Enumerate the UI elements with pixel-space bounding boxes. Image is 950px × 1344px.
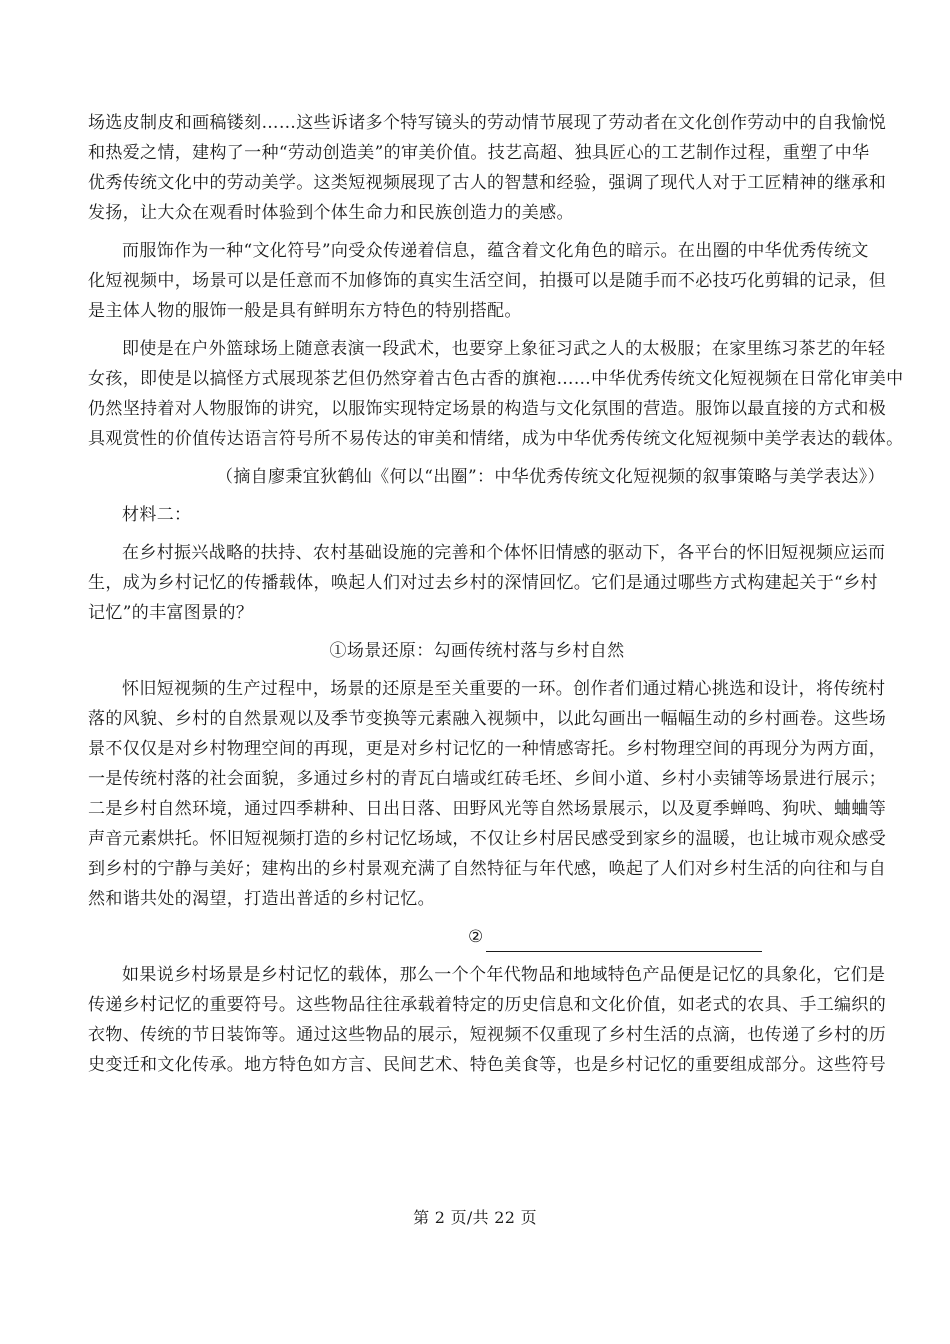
text-line: 发扬，让大众在观看时体验到个体生命力和民族创造力的美感。	[88, 203, 574, 223]
text-line: 然和谐共处的渴望，打造出普适的乡村记忆。	[88, 889, 435, 909]
paragraph-1	[88, 108, 887, 228]
text-line: 史变迁和文化传承。地方特色如方言、民间艺术、特色美食等，也是乡村记忆的重要组成部分。这些符号	[88, 1055, 887, 1075]
text-line: 生，成为乡村记忆的传播载体，唤起人们对过去乡村的深情回忆。它们是通过哪些方式构建起关于“乡村	[88, 573, 878, 593]
paragraph-2	[88, 236, 887, 326]
text-line: 声音元素烘托。怀旧短视频打造的乡村记忆场域，不仅让乡村居民感受到家乡的温暖，也让城市观众感受	[88, 829, 887, 849]
source-citation: （摘自廖秉宜狄鹤仙《何以“出圈”：中华优秀传统文化短视频的叙事策略与美学表达》）	[216, 467, 885, 487]
heading-2-number: ②	[468, 927, 484, 947]
page-number-footer: 第 2 页/共 22 页	[413, 1208, 537, 1227]
text-line: 具观赏性的价值传达语言符号所不易传达的审美和情绪，成为中华优秀传统文化短视频中美学表达的载体。	[88, 429, 904, 449]
paragraph-3	[88, 334, 904, 454]
text-line: 而服饰作为一种“文化符号”向受众传递着信息，蕴含着文化角色的暗示。在出圈的中华优秀传统文	[122, 241, 869, 261]
text-line: 在乡村振兴战略的扶持、农村基础设施的完善和个体怀旧情感的驱动下，各平台的怀旧短视频应运而	[122, 543, 886, 563]
text-line: 是主体人物的服饰一般是具有鲜明东方特色的特别搭配。	[88, 301, 522, 321]
paragraph-4	[88, 538, 886, 628]
text-line: 落的风貌、乡村的自然景观以及季节变换等元素融入视频中，以此勾画出一幅幅生动的乡村画卷。这些场	[88, 709, 887, 729]
answer-blank	[486, 930, 762, 952]
text-line: 传递乡村记忆的重要符号。这些物品往往承载着特定的历史信息和文化价值，如老式的农具、手工编织的	[88, 995, 887, 1015]
section-heading-2	[88, 922, 866, 952]
document-body	[88, 108, 904, 1080]
text-line: 衣物、传统的节日装饰等。通过这些物品的展示，短视频不仅重现了乡村生活的点滴，也传递了乡村的历	[88, 1025, 887, 1045]
text-line: 和热爱之情，建构了一种“劳动创造美”的审美价值。技艺高超、独具匠心的工艺制作过程，重塑了中华	[88, 143, 870, 163]
text-line: 即使是在户外篮球场上随意表演一段武术，也要穿上象征习武之人的太极服；在家里练习茶艺的年轻	[122, 339, 886, 359]
section-heading-1: ①场景还原：勾画传统村落与乡村自然	[329, 641, 625, 661]
text-line: 记忆”的丰富图景的？	[88, 603, 254, 623]
text-line: 二是乡村自然环境，通过四季耕种、日出日落、田野风光等自然场景展示，以及夏季蝉鸣、狗吠、蛐蛐等	[88, 799, 887, 819]
text-line: 到乡村的宁静与美好；建构出的乡村景观充满了自然特征与年代感，唤起了人们对乡村生活的向往和与自	[88, 859, 887, 879]
text-line: 优秀传统文化中的劳动美学。这类短视频展现了古人的智慧和经验，强调了现代人对于工匠精神的继承和	[88, 173, 887, 193]
text-line: 女孩，即使是以搞怪方式展现茶艺但仍然穿着古色古香的旗袍……中华优秀传统文化短视频在日常化审美中	[88, 369, 904, 389]
paragraph-5	[88, 674, 887, 914]
material-2-label: 材料二：	[122, 505, 192, 525]
text-line: 一是传统村落的社会面貌，多通过乡村的青瓦白墙或红砖毛坯、乡间小道、乡村小卖铺等场景进行展示；	[88, 769, 887, 789]
text-line: 怀旧短视频的生产过程中，场景的还原是至关重要的一环。创作者们通过精心挑选和设计，将传统村	[122, 679, 886, 699]
paragraph-6	[88, 960, 887, 1080]
text-line: 景不仅仅是对乡村物理空间的再现，更是对乡村记忆的一种情感寄托。乡村物理空间的再现分为两方面，	[88, 739, 887, 759]
text-line: 场选皮制皮和画稿镂刻……这些诉诸多个特写镜头的劳动情节展现了劳动者在文化创作劳动中的自我愉悦	[88, 113, 887, 133]
text-line: 仍然坚持着对人物服饰的讲究，以服饰实现特定场景的构造与文化氛围的营造。服饰以最直接的方式和极	[88, 399, 887, 419]
text-line: 化短视频中，场景可以是任意而不加修饰的真实生活空间，拍摄可以是随手而不必技巧化剪辑的记录，但	[88, 271, 887, 291]
text-line: 如果说乡村场景是乡村记忆的载体，那么一个个年代物品和地域特色产品便是记忆的具象化，它们是	[122, 965, 886, 985]
